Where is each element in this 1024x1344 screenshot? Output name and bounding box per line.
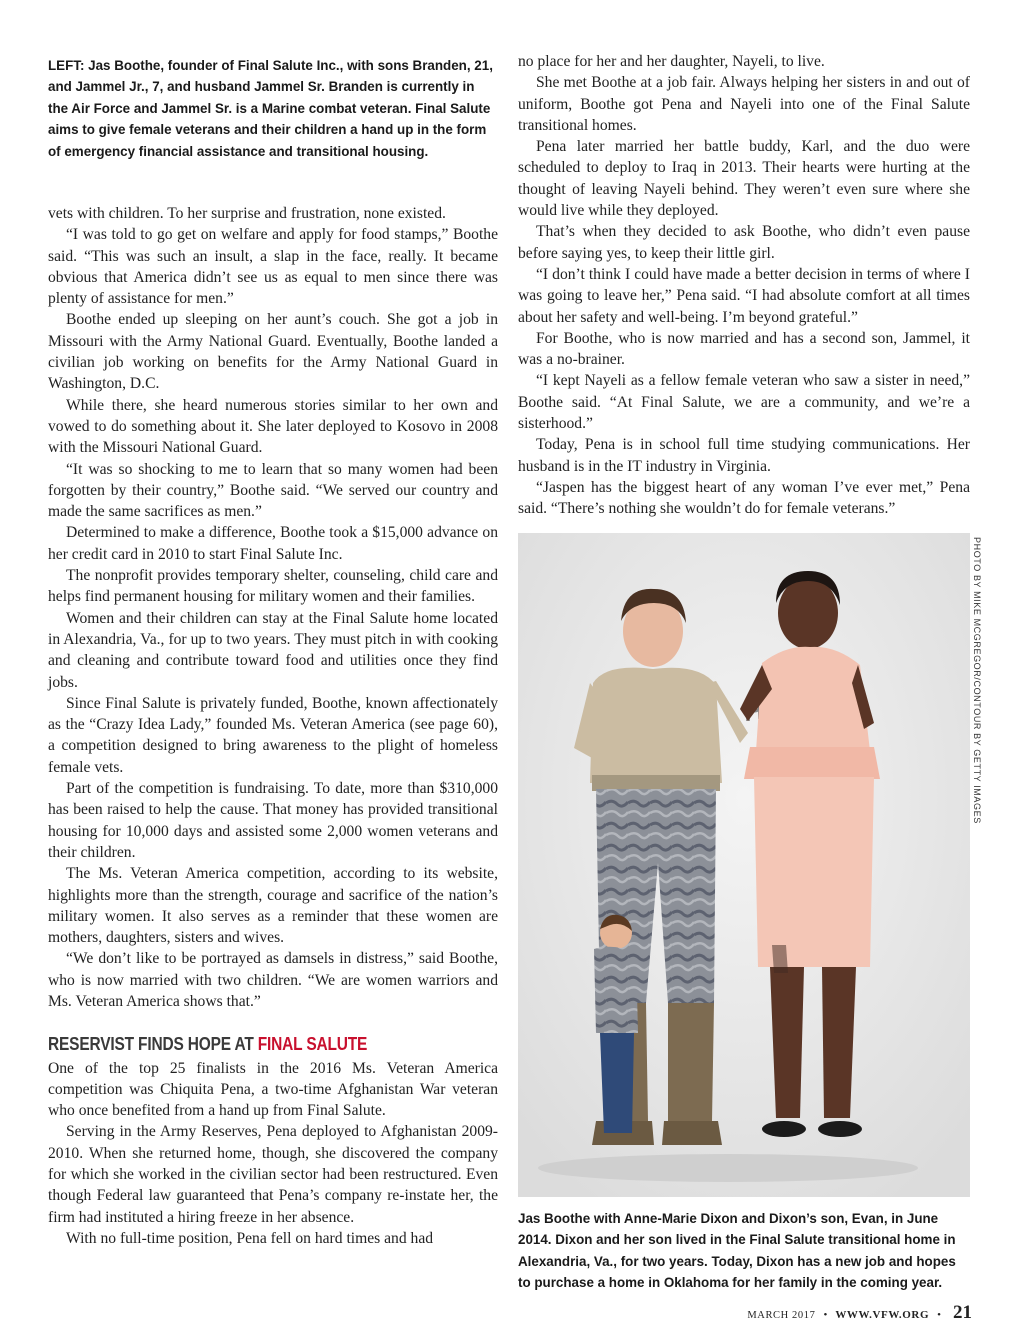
page-footer	[747, 1302, 972, 1324]
photo-caption: Jas Boothe with Anne-Marie Dixon and Dixon’s son, Evan, in June 2014. Dixon and her son lived in the Final Salute transitional home in Alexandria, Va., for two years. Today, Dixon has a new job and hopes to purchase a home in Oklahoma for her family in the coming year.	[518, 1211, 956, 1291]
paragraph: She met Boothe at a job fair. Always helping her sisters in and out of uniform, Boothe got Pena and Nayeli into one of the Final Salute transitional homes.	[518, 74, 970, 134]
website-url: WWW.VFW.ORG	[835, 1309, 930, 1321]
paragraph: “Jaspen has the biggest heart of any woman I’ve ever met,” Pena said. “There’s nothing she wouldn’t do for female veterans.”	[518, 478, 970, 518]
paragraph: “We don’t like to be portrayed as damsels in distress,” said Boothe, who is now married with two children. “We are women warriors and Ms. Veteran America shows that.”	[48, 950, 498, 1010]
separator-dot: •	[823, 1309, 828, 1321]
portrait-photo	[518, 533, 970, 1197]
right-column-article	[518, 51, 970, 520]
paragraph: Determined to make a difference, Boothe took a $15,000 advance on her credit card in 2010 to start Final Salute Inc.	[48, 524, 498, 563]
paragraph: vets with children. To her surprise and frustration, none existed.	[48, 205, 446, 222]
section-subheading	[48, 1034, 435, 1055]
paragraph: “I was told to go get on welfare and apply for food stamps,” Boothe said. “This was such an insult, a slap in the face, really. It became obvious that America didn’t see us as equal to men since there was plenty of assistance for men.”	[48, 226, 498, 308]
paragraph: Boothe ended up sleeping on her aunt’s couch. She got a job in Missouri with the Army National Guard. Eventually, Boothe landed a civilian job working on benefits for the Army National Guard in Washington, D.C.	[48, 311, 498, 393]
issue-date: MARCH 2017	[747, 1310, 816, 1321]
paragraph: “It was so shocking to me to learn that so many women had been forgotten by their country,” Boothe said. “We served our country and made the same sacrifices as men.”	[48, 460, 498, 521]
paragraph: Since Final Salute is privately funded, Boothe, known affectionately as the “Crazy Idea Lady,” founded Ms. Veteran America (see page 60), a competition designed to bring awareness to the plight of homeless female vets.	[48, 694, 498, 776]
paragraph: Serving in the Army Reserves, Pena deployed to Afghanistan 2009-2010. When she returned home, though, she discovered the company for which she worked in the civilian sector had been restructured. Even though Federal law guaranteed that Pena’s company re-instate her, the firm had instituted a hiring freeze in her absence.	[48, 1123, 498, 1226]
paragraph: “I don’t think I could have made a better decision in terms of where I was going to leave her,” Pena said. “I had absolute comfort at all times about her safety and well-being. I’m beyond grateful.”	[518, 265, 970, 326]
paragraph: Part of the competition is fundraising. To date, more than $310,000 has been raised to help the cause. That money has provided transitional housing for 10,000 days and assisted some 2,000 women veterans and their children.	[48, 780, 498, 861]
paragraph: The Ms. Veteran America competition, according to its website, highlights more than the strength, courage and sacrifice of the nation’s military women. It also serves as a reminder that these women are mothers, daughters, sisters and wives.	[48, 865, 498, 947]
page-number: 21	[953, 1302, 972, 1323]
subheading-accent: FINAL SALUTE	[257, 1034, 368, 1055]
paragraph: The nonprofit provides temporary shelter, counseling, child care and helps find permanent housing for military women and their families.	[48, 567, 498, 606]
photo-credit-text: PHOTO BY MIKE MCGREGOR/CONTOUR BY GETTY IMAGES	[972, 537, 982, 824]
paragraph: For Boothe, who is now married and has a second son, Jammel, it was a no-brainer.	[518, 329, 970, 369]
paragraph: Women and their children can stay at the Final Salute home located in Alexandria, Va., for up to two years. They must pitch in with cooking and cleaning and contribute toward food and utilities once they find jobs.	[48, 609, 498, 691]
left-column-article	[48, 203, 498, 1249]
subheading-prefix: RESERVIST FINDS HOPE AT	[48, 1034, 258, 1055]
paragraph: “I kept Nayeli as a fellow female veteran who saw a sister in need,” Boothe said. “At Final Salute, we are a community, and we’re a sisterhood.”	[518, 372, 970, 433]
paragraph: One of the top 25 finalists in the 2016 Ms. Veteran America competition was Chiquita Pena, a two-time Afghanistan War veteran who once benefited from a hand up from Final Salute.	[48, 1059, 498, 1120]
paragraph: Pena later married her battle buddy, Karl, and the duo were scheduled to deploy to Iraq in 2013. Their hearts were hurting at the thought of leaving Nayeli behind. They weren’t even sure where she would live while they deployed.	[518, 138, 970, 220]
paragraph: That’s when they decided to ask Boothe, who didn’t even pause before saying yes, to keep their little girl.	[518, 223, 970, 262]
paragraph: Today, Pena is in school full time studying communications. Her husband is in the IT industry in Virginia.	[518, 436, 970, 475]
paragraph: While there, she heard numerous stories similar to her own and vowed to do something about it. She later deployed to Kosovo in 2008 with the Missouri National Guard.	[48, 396, 498, 457]
top-photo-caption: LEFT: Jas Boothe, founder of Final Salute Inc., with sons Branden, 21, and Jammel Jr., 7, and husband Jammel Sr. Branden is currently in the Air Force and Jammel Sr. is a Marine combat veteran. Final Salute aims to give female veterans and their children a hand up in the form of emergency financial assistance and transitional housing.	[48, 58, 493, 159]
separator-dot: •	[937, 1309, 941, 1321]
paragraph: no place for her and her daughter, Nayeli, to live.	[518, 53, 825, 70]
paragraph: With no full-time position, Pena fell on hard times and had	[66, 1229, 434, 1247]
photo-credit	[972, 537, 986, 824]
